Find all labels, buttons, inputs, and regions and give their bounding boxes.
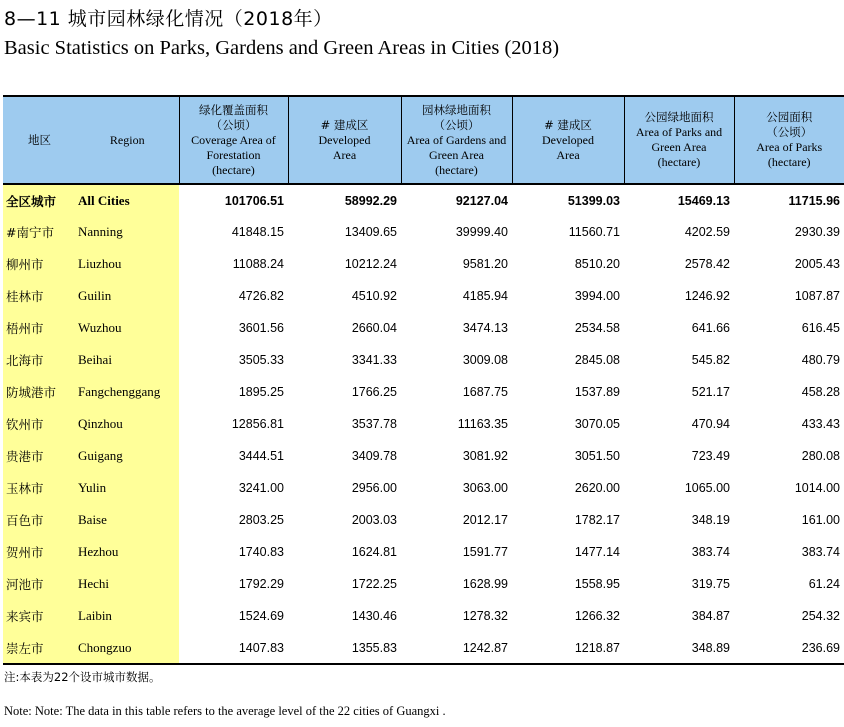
region-name-en: Beihai (76, 344, 179, 376)
value-cell: 11715.96 (788, 193, 840, 208)
table-row (3, 376, 844, 408)
table-row (3, 472, 844, 504)
header-gardens-developed-zh: # 建成区 (544, 117, 592, 132)
value-cell: 2534.58 (574, 321, 620, 335)
value-cell: 3537.78 (351, 417, 397, 431)
value-cell: 2956.00 (351, 481, 397, 495)
region-name-zh: 来宾市 (3, 600, 76, 632)
value-cell: 1246.92 (684, 289, 730, 303)
value-cell: 319.75 (691, 577, 730, 591)
value-cell: 1687.75 (462, 385, 508, 399)
value-cell: 3409.78 (351, 449, 397, 463)
value-cell: 9581.20 (462, 257, 508, 271)
header-coverage-developed-zh: # 建成区 (320, 117, 369, 132)
table-row (3, 248, 844, 280)
table-row (3, 408, 844, 440)
value-cell: 1242.87 (401, 632, 512, 664)
value-cell: 1792.29 (238, 577, 284, 591)
header-coverage-hectare: (hectare) (212, 162, 255, 177)
value-cell: 641.66 (691, 321, 730, 335)
region-name-zh: 玉林市 (3, 472, 76, 504)
region-name-en: Hezhou (76, 536, 179, 568)
region-name-zh: 防城港市 (3, 376, 76, 408)
region-name-zh: 钦州市 (3, 408, 76, 440)
value-cell: 236.69 (734, 632, 844, 664)
value-cell: 1537.89 (574, 385, 620, 399)
header-coverage-en: Coverage Area of Forestation (191, 132, 276, 162)
region-name-zh: 梧州市 (3, 312, 76, 344)
value-cell: 521.17 (691, 385, 730, 399)
value-cell: 3241.00 (238, 481, 284, 495)
table-row (3, 568, 844, 600)
value-cell: 1766.25 (351, 385, 397, 399)
value-cell: 58992.29 (344, 193, 397, 208)
table-row (3, 216, 844, 248)
value-cell: 39999.40 (455, 225, 508, 239)
value-cell: 2845.08 (574, 353, 620, 367)
table-row (3, 632, 844, 664)
value-cell: 13409.65 (344, 225, 397, 239)
table-row (3, 440, 844, 472)
region-name-en: Yulin (76, 472, 179, 504)
value-cell: 254.32 (801, 609, 840, 623)
value-cell: 1218.87 (512, 632, 624, 664)
value-cell: 1558.95 (574, 577, 620, 591)
value-cell: 1065.00 (684, 481, 730, 495)
header-parks-hectare: (hectare) (767, 155, 811, 169)
value-cell: 8510.20 (574, 257, 620, 271)
value-cell: 3994.00 (574, 289, 620, 303)
value-cell: 1591.77 (462, 545, 508, 559)
value-cell: 1278.32 (462, 609, 508, 623)
header-coverage (179, 96, 288, 184)
value-cell: 12856.81 (231, 417, 284, 431)
value-cell: 3051.50 (574, 449, 620, 463)
value-cell: 433.43 (801, 417, 840, 431)
value-cell: 616.45 (801, 321, 840, 335)
table-body (3, 184, 844, 664)
value-cell: 3474.13 (462, 321, 508, 335)
value-cell: 383.74 (691, 545, 730, 559)
value-cell: 2620.00 (574, 481, 620, 495)
value-cell: 3341.33 (351, 353, 397, 367)
region-name-zh: 河池市 (3, 568, 76, 600)
region-name-zh: 桂林市 (3, 280, 76, 312)
value-cell: 1014.00 (794, 481, 840, 495)
region-name-en: Baise (76, 504, 179, 536)
value-cell: 4185.94 (462, 289, 508, 303)
value-cell: 1740.83 (238, 545, 284, 559)
value-cell: 4726.82 (238, 289, 284, 303)
value-cell: 2930.39 (794, 225, 840, 239)
value-cell: 1782.17 (574, 513, 620, 527)
value-cell: 280.08 (801, 449, 840, 463)
value-cell: 1407.83 (179, 632, 288, 664)
table-row (3, 280, 844, 312)
header-coverage-unit: （公顷） (210, 117, 257, 132)
region-name-zh: 北海市 (3, 344, 76, 376)
value-cell: 3081.92 (462, 449, 508, 463)
region-name-en: Qinzhou (76, 408, 179, 440)
value-cell: 92127.04 (455, 193, 508, 208)
table-row-total (3, 184, 844, 216)
header-parks-unit: （公顷） (766, 125, 813, 139)
value-cell: 3063.00 (462, 481, 508, 495)
value-cell: 11163.35 (457, 417, 508, 431)
region-name-en: Guigang (76, 440, 179, 472)
value-cell: 1430.46 (351, 609, 397, 623)
region-name-zh: #南宁市 (3, 216, 76, 248)
table-header (3, 96, 844, 184)
header-coverage-developed-en: Developed Area (318, 132, 371, 162)
value-cell: 348.19 (691, 513, 730, 527)
header-parks-en: Area of Parks (756, 140, 823, 154)
header-parks (734, 96, 844, 184)
header-gardens-unit: （公顷） (433, 117, 480, 132)
table-row (3, 600, 844, 632)
value-cell: 1355.83 (288, 632, 401, 664)
value-cell: 480.79 (801, 353, 840, 367)
header-gardens-hectare: (hectare) (435, 162, 478, 177)
value-cell: 3505.33 (238, 353, 284, 367)
value-cell: 2003.03 (351, 513, 397, 527)
value-cell: 2012.17 (462, 513, 508, 527)
value-cell: 1477.14 (574, 545, 620, 559)
value-cell: 384.87 (691, 609, 730, 623)
table-row (3, 504, 844, 536)
page-title-zh: 8—11 城市园林绿化情况（2018年） (4, 8, 333, 30)
value-cell: 101706.51 (224, 193, 284, 208)
header-gardens-zh: 园林绿地面积 (422, 102, 491, 117)
region-name-en: All Cities (76, 184, 179, 216)
header-gardens (401, 96, 512, 184)
value-cell: 10212.24 (344, 257, 397, 271)
value-cell: 1524.69 (238, 609, 284, 623)
region-name-zh: 崇左市 (3, 632, 76, 664)
value-cell: 458.28 (801, 385, 840, 399)
note-zh: 注:本表为22个设市城市数据。 (4, 670, 161, 684)
region-name-zh: 百色市 (3, 504, 76, 536)
value-cell: 61.24 (808, 577, 840, 591)
table-row (3, 312, 844, 344)
header-parks-zh: 公园面积 (766, 110, 813, 124)
region-name-zh: 贺州市 (3, 536, 76, 568)
value-cell: 41848.15 (231, 225, 284, 239)
statistics-table (3, 95, 844, 665)
region-name-en: Fangchenggang (76, 376, 179, 408)
value-cell: 1624.81 (351, 545, 397, 559)
value-cell: 348.89 (624, 632, 734, 664)
value-cell: 2578.42 (684, 257, 730, 271)
region-name-en: Hechi (76, 568, 179, 600)
header-parkgreen-en: Area of Parks and Green Area (635, 125, 723, 154)
region-name-zh: 贵港市 (3, 440, 76, 472)
header-parkgreen-hectare: (hectare) (657, 155, 701, 169)
region-name-en: Guilin (76, 280, 179, 312)
page-title-en: Basic Statistics on Parks, Gardens and Green Areas in Cities (2018) (4, 37, 560, 59)
region-name-zh: 柳州市 (3, 248, 76, 280)
header-gardens-en: Area of Gardens and Green Area (406, 132, 507, 162)
value-cell: 1722.25 (351, 577, 397, 591)
value-cell: 3009.08 (462, 353, 508, 367)
note-en: Note: Note: The data in this table refers to the average level of the 22 cities of Guangxi . (4, 704, 446, 718)
region-name-en: Chongzuo (76, 632, 179, 664)
value-cell: 1266.32 (574, 609, 620, 623)
table-row (3, 344, 844, 376)
value-cell: 11088.24 (232, 257, 284, 271)
value-cell: 3444.51 (238, 449, 284, 463)
header-gardens-developed (512, 96, 624, 184)
value-cell: 1628.99 (462, 577, 508, 591)
header-parkgreen-zh: 公园绿地面积 (644, 110, 714, 124)
value-cell: 161.00 (801, 513, 840, 527)
value-cell: 15469.13 (677, 193, 730, 208)
region-name-en: Wuzhou (76, 312, 179, 344)
value-cell: 2803.25 (238, 513, 284, 527)
header-gardens-developed-en: Developed Area (542, 132, 594, 162)
region-name-en: Liuzhou (76, 248, 179, 280)
table-row (3, 536, 844, 568)
value-cell: 723.49 (691, 449, 730, 463)
value-cell: 4202.59 (684, 225, 730, 239)
value-cell: 11560.71 (568, 225, 620, 239)
header-coverage-zh: 绿化覆盖面积 (199, 102, 268, 117)
header-region-en: Region (76, 96, 179, 184)
value-cell: 1087.87 (794, 289, 840, 303)
value-cell: 383.74 (801, 545, 840, 559)
value-cell: 1895.25 (238, 385, 284, 399)
region-name-zh: 全区城市 (3, 184, 76, 216)
value-cell: 470.94 (691, 417, 730, 431)
region-name-en: Nanning (76, 216, 179, 248)
value-cell: 2660.04 (351, 321, 397, 335)
header-parkgreen (624, 96, 734, 184)
value-cell: 545.82 (691, 353, 730, 367)
value-cell: 3070.05 (574, 417, 620, 431)
value-cell: 4510.92 (351, 289, 397, 303)
header-coverage-developed (288, 96, 401, 184)
value-cell: 51399.03 (567, 193, 620, 208)
header-region-zh: 地区 (3, 96, 76, 184)
value-cell: 2005.43 (794, 257, 840, 271)
region-name-en: Laibin (76, 600, 179, 632)
value-cell: 3601.56 (238, 321, 284, 335)
